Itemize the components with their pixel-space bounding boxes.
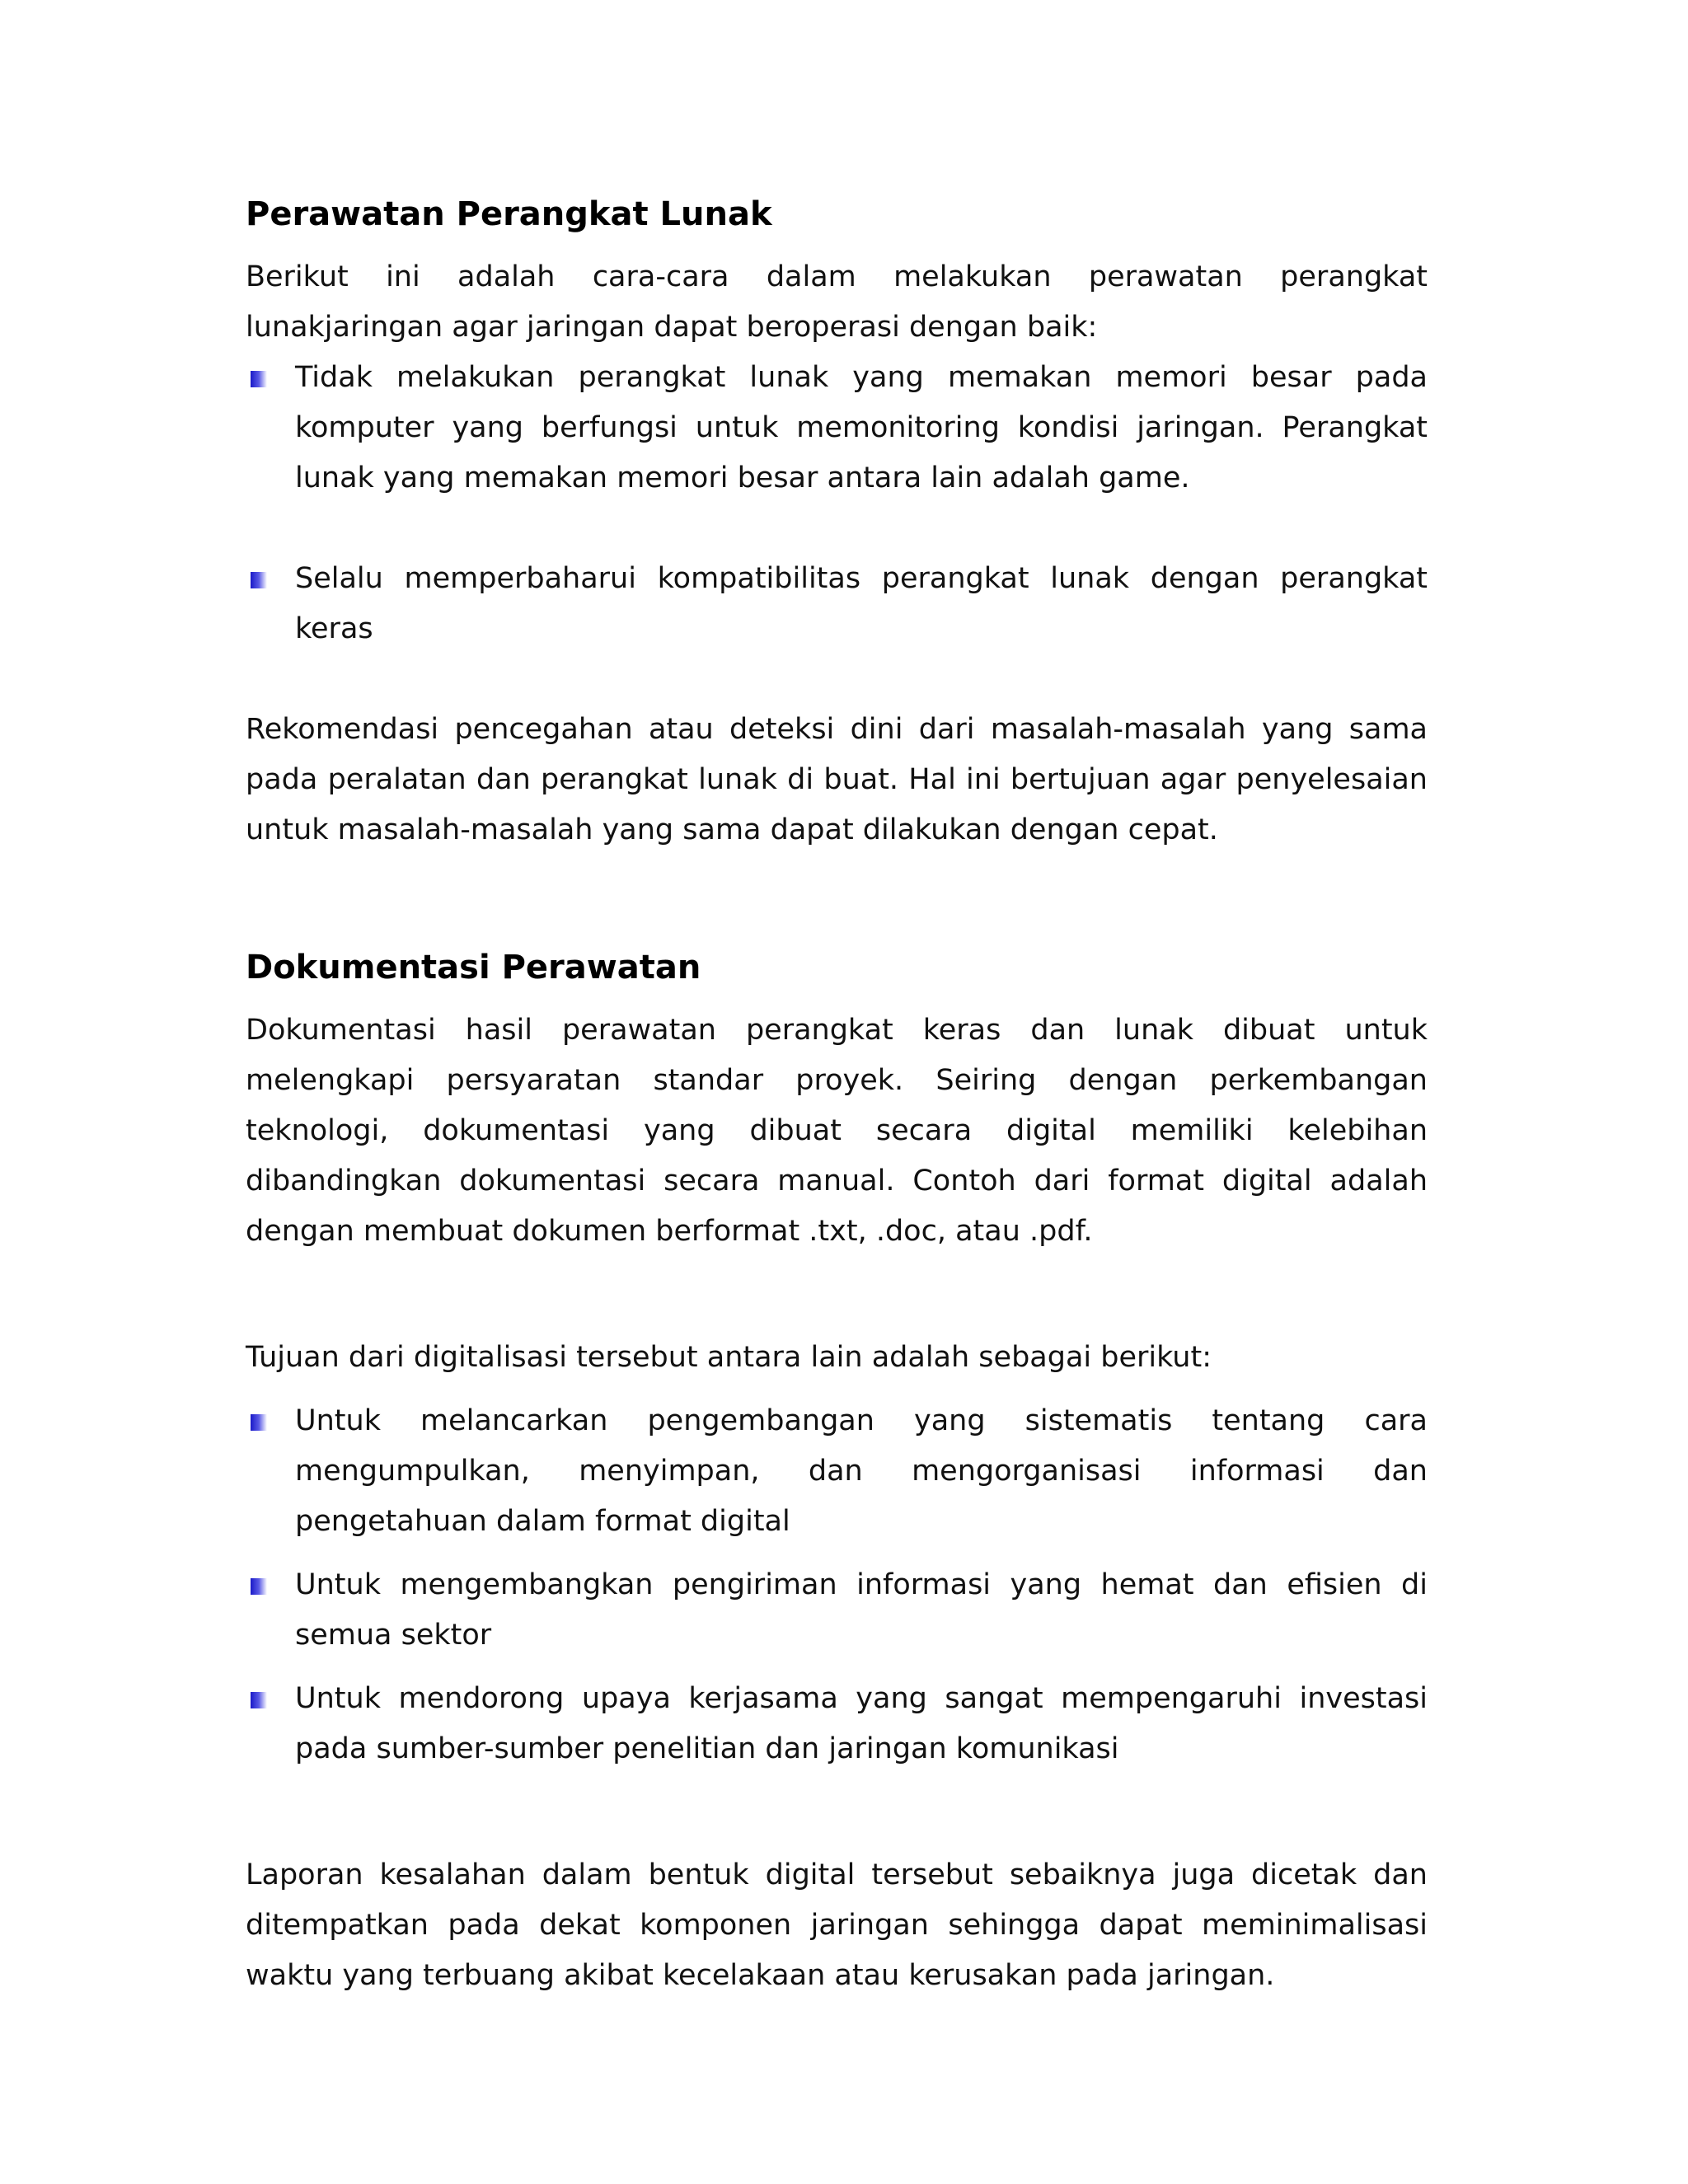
spacer	[246, 654, 1428, 705]
closing-paragraph: Laporan kesalahan dalam bentuk digital tersebut sebaiknya juga dicetak dan ditempatkan pada dekat komponen jaringan sehingga dapat meminimalisasi waktu yang terbuang akibat kecelakaan atau kerusakan pada jaringan.	[246, 1858, 1428, 1992]
purpose-bullet-list	[246, 1396, 1428, 1774]
list-item-text: Untuk mengembangkan pengiriman informasi yang hemat dan efisien di semua sektor	[295, 1568, 1428, 1652]
maintenance-bullet-list-2	[246, 554, 1428, 654]
recommendation-paragraph: Rekomendasi pencegahan atau deteksi dini dari masalah-masalah yang sama pada peralatan dan perangkat lunak di buat. Hal ini bertujuan agar penyelesaian untuk masalah-masalah yang sama dapat dilakukan dengan cepat.	[246, 713, 1428, 846]
square-bullet-icon	[251, 371, 267, 387]
list-item-text: Selalu memperbaharui kompatibilitas perangkat lunak dengan perangkat keras	[295, 562, 1428, 645]
section-heading-perawatan-perangkat-lunak: Perawatan Perangkat Lunak	[246, 195, 772, 233]
purpose-intro-paragraph: Tujuan dari digitalisasi tersebut antara lain adalah sebagai berikut:	[246, 1341, 1212, 1374]
list-item	[246, 554, 1428, 654]
square-bullet-icon	[251, 1414, 267, 1431]
intro-paragraph: Berikut ini adalah cara-cara dalam melakukan perawatan perangkat lunakjaringan agar jaringan dapat beroperasi dengan baik:	[246, 260, 1428, 344]
spacer	[246, 855, 1428, 944]
spacer	[246, 1774, 1428, 1850]
square-bullet-icon	[251, 1692, 267, 1708]
list-item	[246, 353, 1428, 504]
documentation-paragraph: Dokumentasi hasil perawatan perangkat keras dan lunak dibuat untuk melengkapi persyaratan standar proyek. Seiring dengan perkembangan teknologi, dokumentasi yang dibuat secara digital memiliki kelebihan dibandingkan dokumentasi secara manual. Contoh dari format digital adalah dengan membuat dokumen berformat .txt, .doc, atau .pdf.	[246, 1014, 1428, 1248]
list-item-text: Untuk mendorong upaya kerjasama yang sangat mempengaruhi investasi pada sumber-sumber penelitian dan jaringan komunikasi	[295, 1682, 1428, 1765]
square-bullet-icon	[251, 1578, 267, 1595]
list-item	[246, 1396, 1428, 1547]
square-bullet-icon	[251, 572, 267, 588]
spacer	[246, 504, 1428, 554]
maintenance-bullet-list	[246, 353, 1428, 504]
document-page	[246, 191, 1428, 2001]
list-item-text: Untuk melancarkan pengembangan yang sistematis tentang cara mengumpulkan, menyimpan, dan mengorganisasi informasi dan pengetahuan dalam format digital	[295, 1404, 1428, 1538]
list-item	[246, 1560, 1428, 1661]
spacer	[246, 1257, 1428, 1333]
list-item-text: Tidak melakukan perangkat lunak yang memakan memori besar pada komputer yang berfungsi untuk memonitoring kondisi jaringan. Perangkat lunak yang memakan memori besar antara lain adalah game.	[295, 361, 1428, 494]
section-heading-dokumentasi-perawatan: Dokumentasi Perawatan	[246, 949, 701, 987]
list-item	[246, 1674, 1428, 1774]
